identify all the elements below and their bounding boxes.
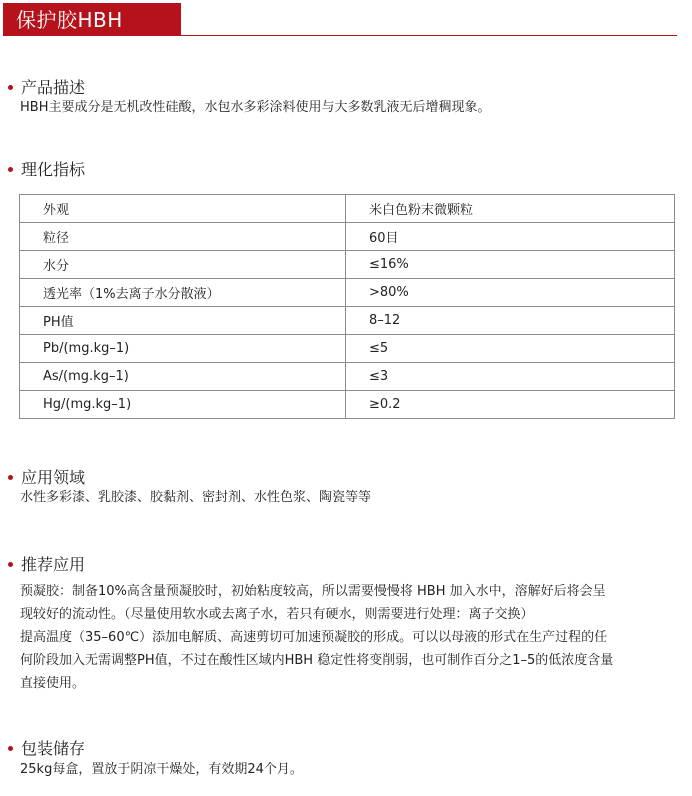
applications-text: 水性多彩漆、乳胶漆、胶黏剂、密封剂、水性色浆、陶瓷等等 [20, 490, 372, 505]
table-row [20, 335, 675, 363]
section-title: 应用领域 [21, 468, 86, 487]
table-row [20, 223, 675, 251]
spec-value: 8–12 [346, 307, 675, 335]
section-title: 推荐应用 [21, 555, 86, 574]
bullet-icon [8, 85, 13, 90]
usage-line: 预凝胶：制备10%高含量预凝胶时，初始粘度较高，所以需要慢慢将 HBH 加入水中，溶解好后将会呈 [20, 584, 606, 599]
section-title: 包装储存 [21, 739, 86, 758]
spec-value: 60目 [346, 223, 675, 251]
table-row [20, 307, 675, 335]
spec-value: ≥0.2 [346, 391, 675, 419]
spec-name: PH值 [20, 307, 346, 335]
spec-name: 粒径 [20, 223, 346, 251]
spec-name: Pb/(mg.kg–1) [20, 335, 346, 363]
spec-value: >80% [346, 279, 675, 307]
usage-line: 何阶段加入无需调整PH值，不过在酸性区域内HBH 稳定性将变削弱，也可制作百分之1–5的低浓度含量 [20, 653, 614, 668]
spec-name: As/(mg.kg–1) [20, 363, 346, 391]
spec-value: ≤5 [346, 335, 675, 363]
table-row [20, 363, 675, 391]
title-underline [3, 35, 677, 36]
table-row [20, 251, 675, 279]
title-bar [0, 0, 692, 37]
spec-value: ≤3 [346, 363, 675, 391]
bullet-icon [8, 562, 13, 567]
packaging-text: 25kg每盒，置放于阴凉干燥处，有效期24个月。 [20, 762, 303, 777]
table-row [20, 195, 675, 223]
page-title: 保护胶HBH [16, 8, 123, 32]
spec-name: 外观 [20, 195, 346, 223]
section-title: 产品描述 [21, 78, 86, 97]
section-title: 理化指标 [21, 160, 86, 179]
spec-name: 水分 [20, 251, 346, 279]
description-text: HBH主要成分是无机改性硅酸，水包水多彩涂料使用与大多数乳液无后增稠现象。 [20, 100, 491, 115]
usage-line: 直接使用。 [20, 676, 86, 691]
spec-value: 米白色粉末微颗粒 [346, 195, 675, 223]
usage-line: 现较好的流动性。（尽量使用软水或去离子水，若只有硬水，则需要进行处理：离子交换） [20, 607, 534, 622]
bullet-icon [8, 167, 13, 172]
title-box [3, 3, 181, 36]
specs-table [19, 194, 675, 419]
spec-name: 透光率（1%去离子水分散液） [20, 279, 346, 307]
table-row [20, 391, 675, 419]
spec-value: ≤16% [346, 251, 675, 279]
spec-name: Hg/(mg.kg–1) [20, 391, 346, 419]
usage-line: 提高温度（35–60℃）添加电解质、高速剪切可加速预凝胶的形成。可以以母液的形式在生产过程的任 [20, 630, 608, 645]
bullet-icon [8, 746, 13, 751]
table-row [20, 279, 675, 307]
bullet-icon [8, 475, 13, 480]
